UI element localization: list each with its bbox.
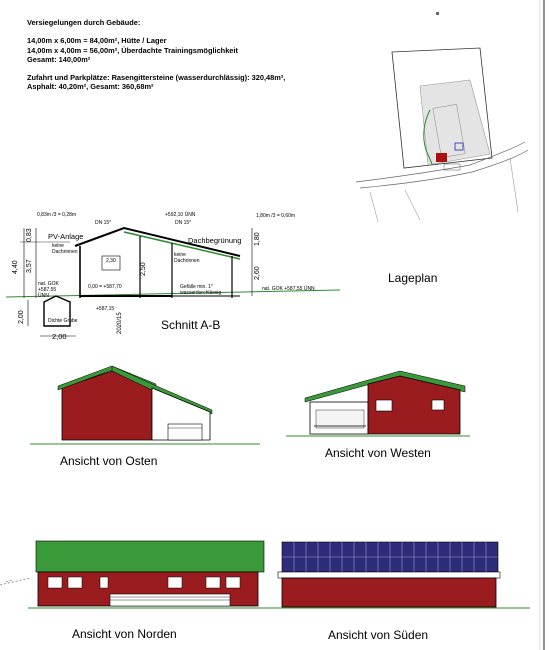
section-caption: Schnitt A-B: [161, 318, 221, 332]
dn-right-label: DN 15°: [175, 220, 192, 226]
dn-left-label: DN 15°: [95, 220, 112, 226]
dim-357-label: 3,57: [26, 259, 33, 273]
north-elevation-caption: Ansicht von Norden: [72, 627, 177, 641]
south-elevation: [270, 542, 530, 608]
site-plan: [356, 12, 528, 222]
parcel-line: [510, 158, 518, 212]
no-gutter-right-label: keine Dachrinnen: [174, 252, 200, 264]
dim-260-label: 2,60: [254, 266, 261, 280]
parcel-line: [405, 190, 420, 220]
sealing-training-line: 14,00m x 4,00m = 56,00m², Überdachte Trainingsmöglichkeit: [27, 45, 238, 55]
pv-system-label: PV-Anlage: [48, 232, 84, 241]
height-top-label: +592,10 ÜNN: [165, 212, 196, 218]
north-window: [100, 577, 108, 588]
green-roof-label: Dachbegrünung: [188, 236, 242, 245]
north-window: [48, 577, 62, 588]
gok-right-label: nat. GOK +587,55 ÜNN: [262, 286, 315, 292]
hut-footprint: [436, 153, 447, 162]
gradient-label: Gefälle min. 1° wasserdurchlässig: [180, 284, 222, 296]
north-dash-line: [0, 578, 30, 585]
east-elevation-caption: Ansicht von Osten: [60, 454, 158, 468]
year-label: 2020/15: [117, 312, 123, 334]
dim-180-label: 1,80: [254, 232, 261, 246]
south-elevation-caption: Ansicht von Süden: [328, 628, 429, 642]
access-parking-line: Zufahrt und Parkplätze: Rasengittersteine (wasserdurchlässig): 320,48m²,: [27, 73, 286, 83]
sealing-heading: Versiegelungen durch Gebäude:: [27, 18, 141, 27]
dim-083-label: 0,83: [26, 228, 33, 242]
east-door: [168, 424, 202, 440]
asphalt-total-line: Asphalt: 40,20m², Gesamt: 360,68m²: [27, 82, 154, 92]
north-marker: [436, 12, 439, 15]
dim-230-label: 2,30: [106, 258, 116, 264]
building-area: [420, 80, 490, 165]
gok-left-label: nat. GOK +587,55 ÜNN: [38, 281, 59, 299]
north-window: [68, 577, 82, 588]
site-plan-caption: Lageplan: [388, 271, 438, 285]
pit-level-label: +587,15: [96, 306, 115, 312]
no-gutter-left-label: keine Dachrinnen: [52, 243, 78, 255]
pit-dim-horizontal-label: 2,00: [52, 332, 67, 341]
west-elevation-caption: Ansicht von Westen: [325, 446, 431, 460]
pit-dim-vertical-label: 2,00: [18, 310, 25, 324]
south-roof-edge: [278, 572, 500, 578]
north-window: [226, 577, 240, 588]
north-window: [206, 577, 220, 588]
west-window-right: [432, 400, 444, 410]
west-window-left: [376, 400, 392, 411]
note-left-label: 0,83m /3 = 0,28m: [37, 212, 77, 218]
floor-level-label: 0,00 = +587,70: [88, 284, 122, 290]
sealing-hut-line: 14,00m x 6,00m = 84,00m², Hütte / Lager: [27, 36, 167, 46]
dim-440-label: 4,40: [12, 260, 19, 274]
parcel-line: [370, 192, 378, 222]
south-wall: [282, 578, 496, 607]
west-elevation: [286, 371, 470, 436]
north-green-roof: [36, 541, 264, 572]
dim-250-label: 2,50: [140, 262, 147, 276]
east-elevation: [30, 366, 260, 444]
north-window: [168, 577, 182, 588]
north-elevation: [0, 541, 280, 608]
west-canopy-bench: [316, 410, 364, 428]
sealing-total-line: Gesamt: 140,00m²: [27, 54, 91, 64]
note-right-label: 1,80m /3 = 0,60m: [256, 213, 296, 219]
pit-label: Dichte Grube: [48, 318, 78, 324]
north-dash-line: [6, 580, 12, 582]
